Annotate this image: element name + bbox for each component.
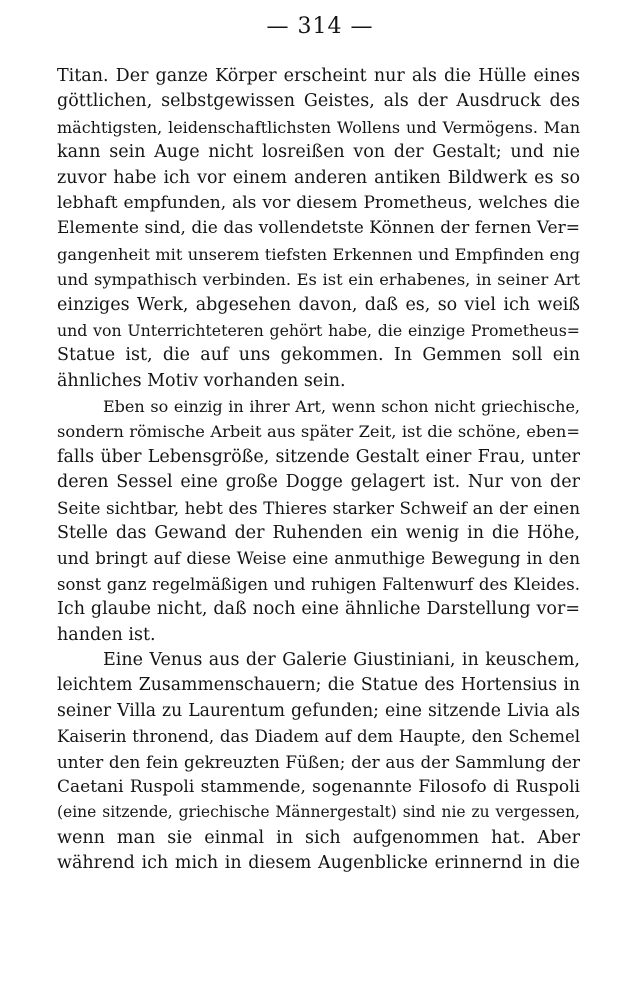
text-line: handen ist. <box>57 624 156 645</box>
text-line: kann sein Auge nicht losreißen von der Gestalt; und nie <box>57 142 580 163</box>
text-line: Statue ist, die auf uns gekommen. In Gemmen soll ein <box>57 345 580 366</box>
text-line: einziges Werk, abgesehen davon, daß es, so viel ich weiß <box>57 294 580 315</box>
text-line: und bringt auf diese Weise eine anmuthige Bewegung in den <box>57 548 580 569</box>
text-line: Elemente sind, die das vollendetste Können der fernen Ver= <box>57 218 580 239</box>
page-number: — 314 — <box>266 14 374 39</box>
text-line: unter den fein gekreuzten Füßen; der aus der Sammlung der <box>57 751 580 772</box>
text-line: Stelle das Gewand der Ruhenden ein wenig in die Höhe, <box>57 523 580 544</box>
text-line: wenn man sie einmal in sich aufgenommen hat. Aber <box>57 827 580 848</box>
text-line: deren Sessel eine große Dogge gelagert ist. Nur von der <box>57 472 580 493</box>
paragraph-first-line: Eben so einzig in ihrer Art, wenn schon nicht griechische, <box>103 397 580 417</box>
text-line: Seite sichtbar, hebt des Thieres starker Schweif an der einen <box>57 497 580 518</box>
text-line: (eine sitzende, griechische Männergestalt) sind nie zu vergessen, <box>57 803 580 822</box>
text-line: Ich glaube nicht, daß noch eine ähnliche Darstellung vor= <box>57 599 580 620</box>
text-line: und von Unterrichteteren gehört habe, die einzige Prometheus= <box>57 320 580 340</box>
text-line: und sympathisch verbinden. Es ist ein erhabenes, in seiner Art <box>57 270 580 290</box>
text-line: Titan. Der ganze Körper erscheint nur als die Hülle eines <box>57 66 580 86</box>
text-line: falls über Lebensgröße, sitzende Gestalt einer Frau, unter <box>57 446 580 467</box>
text-line: ähnliches Motiv vorhanden sein. <box>57 370 346 391</box>
text-line: mächtigsten, leidenschaftlichsten Wollens und Vermögens. Man <box>57 117 580 137</box>
text-line: Caetani Ruspoli stammende, sogenannte Filosofo di Ruspoli <box>57 776 580 797</box>
text-line: zuvor habe ich vor einem anderen antiken Bildwerk es so <box>57 167 580 188</box>
text-line: Kaiserin thronend, das Diadem auf dem Haupte, den Schemel <box>57 727 580 747</box>
text-line: lebhaft empfunden, als vor diesem Prometheus, welches die <box>57 192 580 213</box>
text-line: sonst ganz regelmäßigen und ruhigen Faltenwurf des Kleides. <box>57 574 580 594</box>
text-line: göttlichen, selbstgewissen Geistes, als der Ausdruck des <box>57 91 580 112</box>
text-line: leichtem Zusammenschauern; die Statue des Hortensius in <box>57 675 580 696</box>
text-line: während ich mich in diesem Augenblicke erinnernd in die <box>57 853 580 874</box>
text-line: gangenheit mit unserem tiefsten Erkennen und Empfinden eng <box>57 244 580 264</box>
text-line: seiner Villa zu Laurentum gefunden; eine sitzende Livia als <box>57 700 580 721</box>
paragraph-first-line: Eine Venus aus der Galerie Giustiniani, in keuschem, <box>103 649 580 670</box>
body-text <box>57 64 580 877</box>
text-line: sondern römische Arbeit aus später Zeit, ist die schöne, eben= <box>57 422 580 442</box>
